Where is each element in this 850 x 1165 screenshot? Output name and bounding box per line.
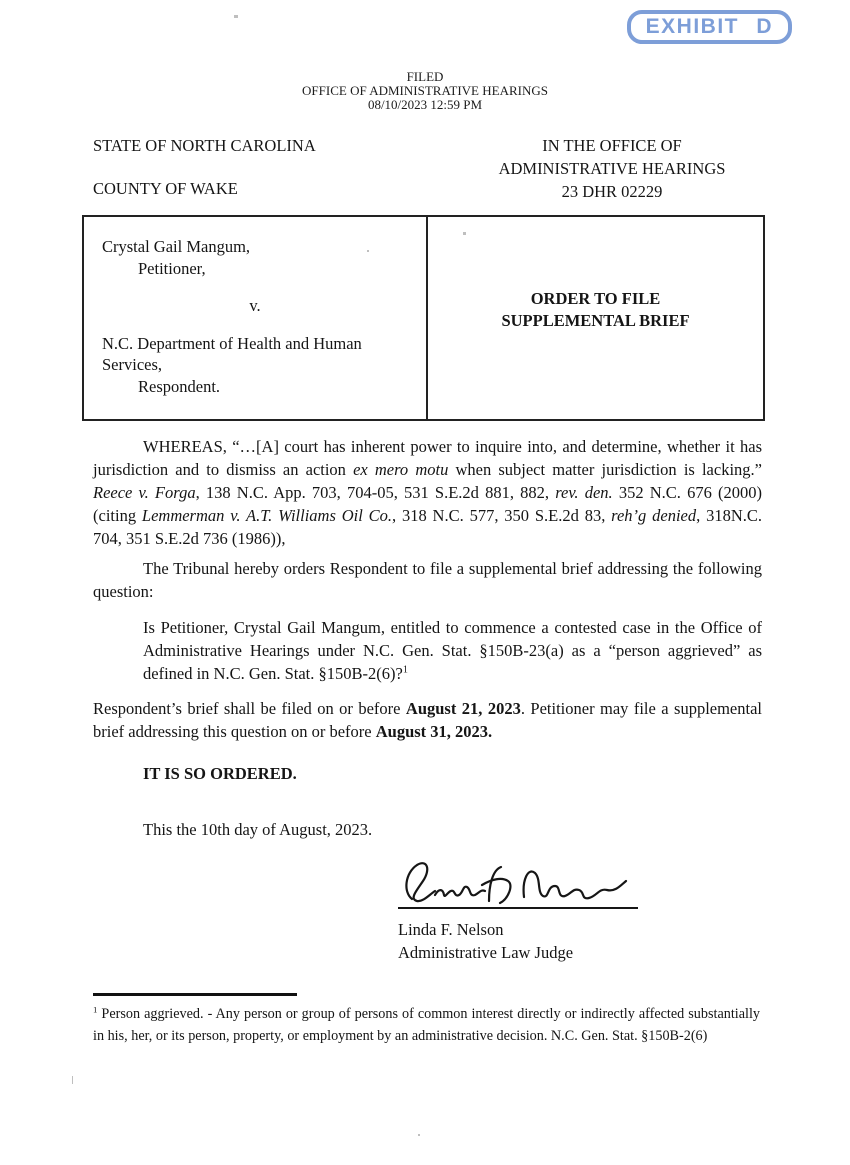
date-line: This the 10th day of August, 2023. bbox=[143, 820, 373, 839]
petitioner-name: Crystal Gail Mangum, bbox=[102, 237, 251, 256]
case-caption-box bbox=[82, 215, 765, 421]
judge-title: Administrative Law Judge bbox=[398, 943, 574, 962]
footnote bbox=[93, 993, 760, 1047]
question-paragraph: Is Petitioner, Crystal Gail Mangum, entitled to commence a contested case in the Office of Administrative Hearings under N.C. Gen. Stat. §150B-23(a) as a “person aggrieved” as defined in N.C. Gen. Stat. §150B-2(6)?$^1$ bbox=[143, 618, 762, 683]
filed-stamp-line2: OFFICE OF ADMINISTRATIVE HEARINGS bbox=[302, 83, 548, 98]
order-title bbox=[501, 288, 689, 332]
respondent-name-line2: Services, bbox=[102, 355, 163, 374]
filed-stamp-line1: FILED bbox=[406, 69, 444, 84]
signature-block bbox=[398, 857, 658, 964]
scan-speck bbox=[367, 250, 369, 252]
scan-speck bbox=[72, 1076, 73, 1084]
judge-name: Linda F. Nelson bbox=[398, 920, 504, 939]
so-ordered-line: IT IS SO ORDERED. bbox=[143, 764, 297, 783]
caption-header bbox=[93, 134, 762, 203]
county-line: COUNTY OF WAKE bbox=[93, 179, 238, 198]
filed-stamp-line3: 08/10/2023 12:59 PM bbox=[367, 97, 483, 112]
scan-speck bbox=[418, 1134, 420, 1136]
scan-speck bbox=[234, 15, 238, 18]
caption-header-left bbox=[93, 134, 316, 203]
footnote-text: $^1$ Person aggrieved. - Any person or group of persons of common interest directly or indirectly affected substantially in his, her, or its person, property, or employment by an administrative decision. N.C. Gen. Stat. §150B-2(6) bbox=[93, 1004, 760, 1044]
deadline-paragraph: Respondent’s brief shall be filed on or before August 21, 2023. Petitioner may file a supplemental brief addressing this question on or before August 31, 2023. bbox=[93, 699, 762, 741]
order-title-line1: ORDER TO FILE bbox=[530, 289, 661, 308]
caption-header-right bbox=[462, 134, 762, 203]
scan-speck bbox=[463, 232, 466, 235]
parties-cell bbox=[84, 217, 428, 419]
petitioner-role: Petitioner, bbox=[138, 258, 206, 278]
versus: v. bbox=[249, 296, 261, 315]
respondent-name-line1: N.C. Department of Health and Human bbox=[102, 333, 362, 353]
state-line: STATE OF NORTH CAROLINA bbox=[93, 136, 316, 155]
office-line1: IN THE OFFICE OF bbox=[542, 136, 682, 155]
office-line2: ADMINISTRATIVE HEARINGS bbox=[498, 159, 726, 178]
footnote-separator bbox=[93, 993, 297, 996]
respondent-role: Respondent. bbox=[138, 376, 221, 396]
signature-image bbox=[398, 857, 638, 909]
tribunal-paragraph: The Tribunal hereby orders Respondent to file a supplemental brief addressing the following question: bbox=[93, 559, 762, 601]
whereas-paragraph: WHEREAS, “…[A] court has inherent power to inquire into, and determine, whether it has jurisdiction and to dismiss an action ex mero motu when subject matter jurisdiction is lacking.” Reece v. Forga, 138 N.C. App. 703, 704-05, 531 S.E.2d 881, 882, rev. den. 352 N.C. 676 (2000)(citing Lemmerman v. A.T. Williams Oil Co., 318 N.C. 577, 350 S.E.2d 83, reh’g denied, 318N.C. 704, 351 S.E.2d 736 (1986)), bbox=[93, 437, 763, 548]
order-title-line2: SUPPLEMENTAL BRIEF bbox=[501, 311, 690, 330]
exhibit-sticker: EXHIBIT D bbox=[627, 10, 792, 44]
case-number: 23 DHR 02229 bbox=[561, 182, 663, 201]
order-title-cell bbox=[428, 217, 763, 419]
